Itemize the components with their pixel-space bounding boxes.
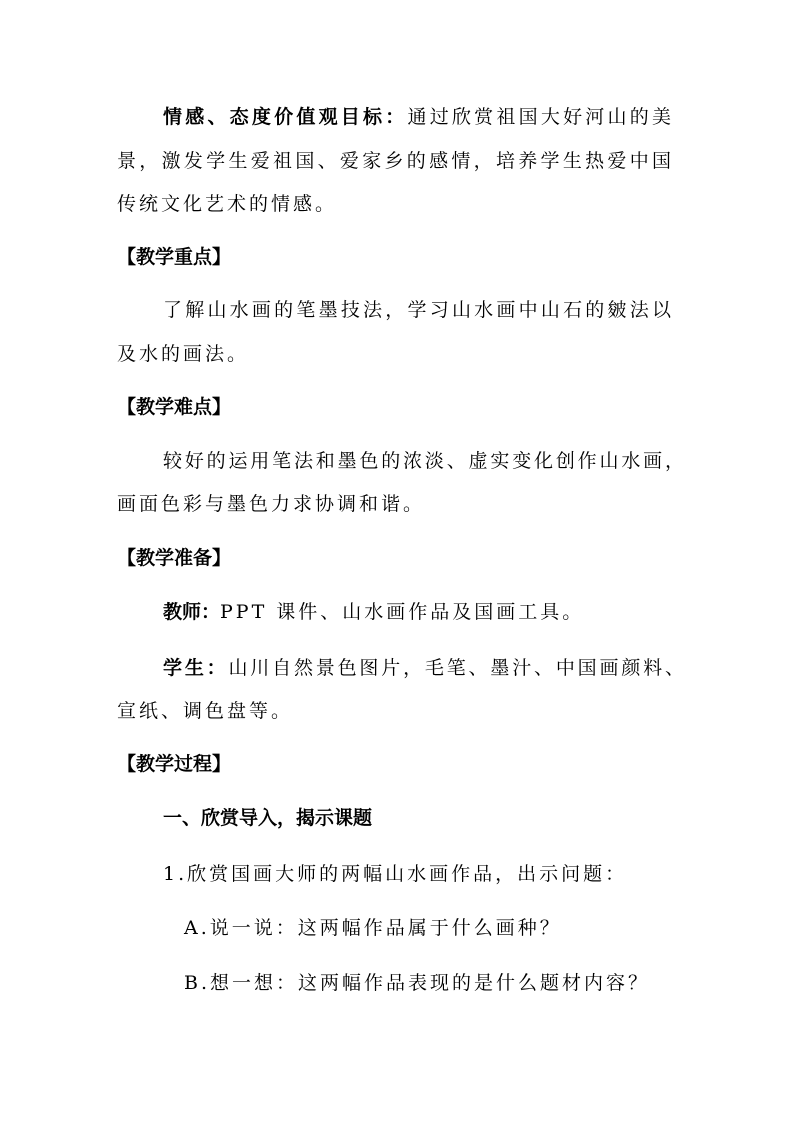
teacher-label: 教师： (163, 601, 221, 623)
preparation-heading: 【教学准备】 (117, 547, 232, 569)
preparation-student-line-2: 宣纸、调色盘等。 (117, 700, 294, 722)
key-points-line-2: 及水的画法。 (117, 343, 250, 365)
section-1-title: 一、欣赏导入，揭示课题 (163, 807, 373, 829)
preparation-student-line-1 (163, 654, 684, 682)
process-item-b: B.想一想：这两幅作品表现的是什么题材内容？ (184, 972, 651, 994)
goal-emotion-label: 情感、态度价值观目标： (163, 106, 408, 128)
student-label: 学生： (163, 657, 229, 679)
teacher-text: PPT 课件、山水画作品及国画工具。 (220, 601, 585, 623)
key-points-heading: 【教学重点】 (117, 246, 232, 268)
process-heading: 【教学过程】 (117, 753, 232, 775)
difficulties-line-1: 较好的运用笔法和墨色的浓淡、虚实变化创作山水画， (163, 450, 684, 472)
process-item-a: A.说一说：这两幅作品属于什么画种？ (184, 917, 562, 939)
difficulties-line-2: 画面色彩与墨色力求协调和谐。 (117, 493, 426, 515)
preparation-teacher-line (163, 598, 584, 626)
goal-emotion-line-1 (163, 103, 671, 131)
goal-emotion-text: 通过欣赏祖国大好河山的美 (407, 106, 671, 128)
goal-emotion-line-2: 景，激发学生爱祖国、爱家乡的感情，培养学生热爱中国 (117, 150, 671, 172)
process-item-1: 1.欣赏国画大师的两幅山水画作品，出示问题： (163, 863, 628, 885)
goal-emotion-line-3: 传统文化艺术的情感。 (117, 193, 338, 215)
difficulties-heading: 【教学难点】 (117, 396, 232, 418)
key-points-line-1: 了解山水画的笔墨技法，学习山水画中山石的皴法以 (163, 299, 671, 321)
student-text: 山川自然景色图片，毛笔、墨汁、中国画颜料、 (228, 657, 684, 679)
